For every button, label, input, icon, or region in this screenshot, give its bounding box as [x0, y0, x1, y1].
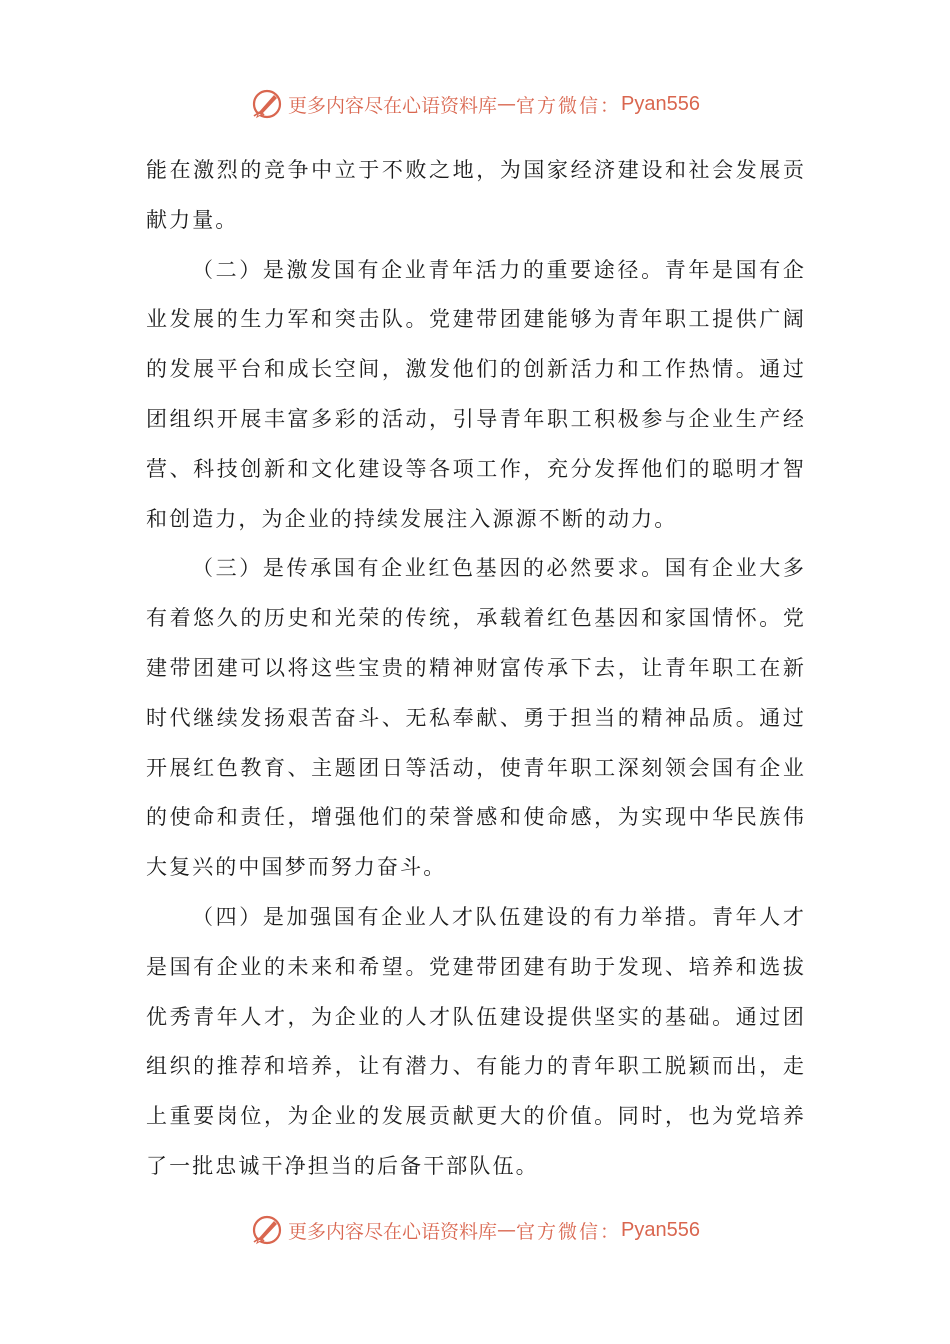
paragraph-two: （二）是激发国有企业青年活力的重要途径。青年是国有企业发展的生力军和突击队。党建带团建能够为青年职工提供广阔的发展平台和成长空间，激发他们的创新活力和工作热情。通过团组织开展丰富多彩的活动，引导青年职工积极参与企业生产经营、科技创新和文化建设等各项工作，充分发挥他们的聪明才智和创造力，为企业的持续发展注入源源不断的动力。: [146, 257, 806, 531]
paragraph-three: （三）是传承国有企业红色基因的必然要求。国有企业大多有着悠久的历史和光荣的传统，承载着红色基因和家国情怀。党建带团建可以将这些宝贵的精神财富传承下去，让青年职工在新时代继续发扬艰苦奋斗、无私奉献、勇于担当的精神品质。通过开展红色教育、主题团日等活动，使青年职工深刻领会国有企业的使命和责任，增强他们的荣誉感和使命感，为实现中华民族伟大复兴的中国梦而努力奋斗。: [146, 556, 806, 880]
banner-main-text: 更多内容尽在心语资料库: [288, 94, 498, 117]
banner-wechat-label: 官方微信：: [516, 94, 622, 117]
footer-banner: [0, 1210, 950, 1250]
banner-dash: —: [497, 93, 517, 115]
paragraph-continuation: 能在激烈的竞争中立于不败之地，为国家经济建设和社会发展贡献力量。: [146, 158, 806, 232]
banner-dash: —: [497, 1219, 517, 1241]
banner-wechat-label: 官方微信：: [516, 1220, 622, 1243]
header-banner: [0, 84, 950, 124]
paragraph-four: （四）是加强国有企业人才队伍建设的有力举措。青年人才是国有企业的未来和希望。党建带团建有助于发现、培养和选拔优秀青年人才，为企业的人才队伍建设提供坚实的基础。通过团组织的推荐和培养，让有潜力、有能力的青年职工脱颖而出，走上重要岗位，为企业的发展贡献更大的价值。同时，也为党培养了一批忠诚干净担当的后备干部队伍。: [146, 904, 806, 1178]
pen-logo-icon: [250, 1213, 284, 1247]
banner-main-text: 更多内容尽在心语资料库: [288, 1220, 498, 1243]
banner-wechat-id: Pyan556: [621, 92, 700, 115]
pen-logo-icon: [250, 87, 284, 121]
document-body: [146, 146, 806, 1192]
banner-wechat-id: Pyan556: [621, 1218, 700, 1241]
